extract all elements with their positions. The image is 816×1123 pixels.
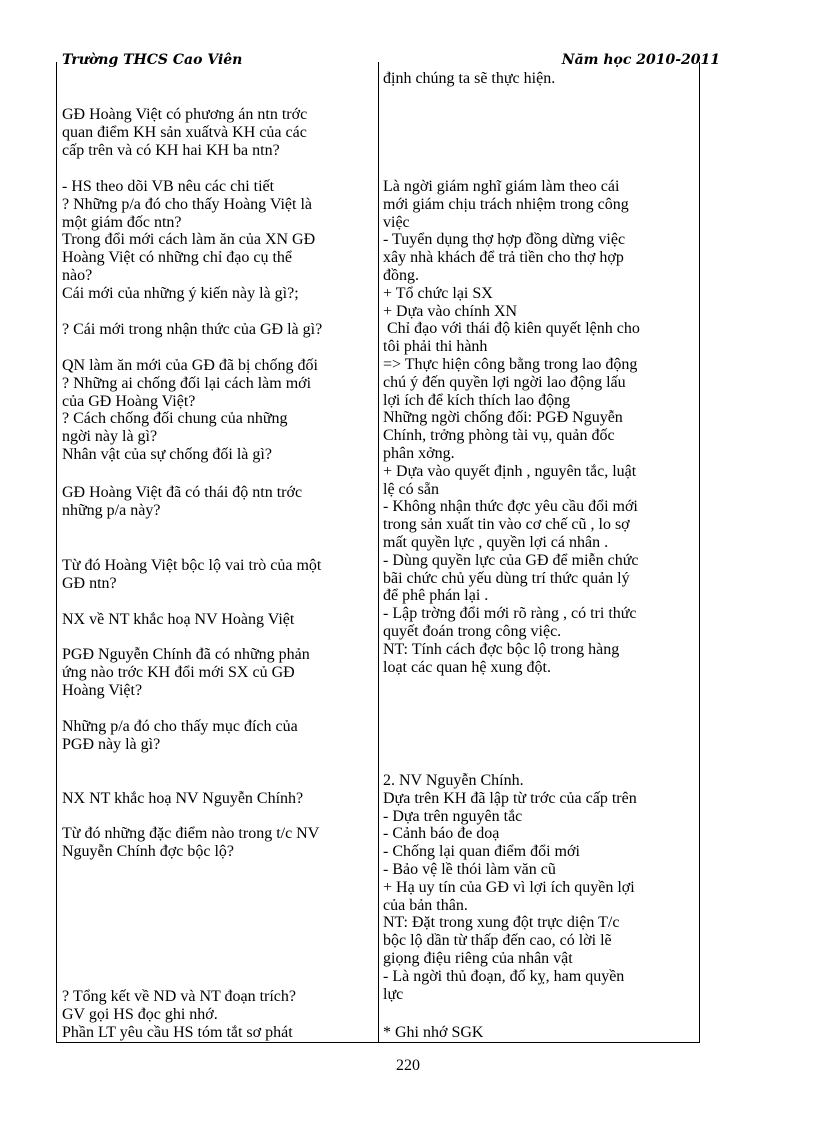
text-line: lợi ích để kích thích lao động bbox=[383, 391, 571, 409]
text-line: - Chống lại quan điểm đổi mới bbox=[383, 843, 580, 861]
right-block-memo bbox=[383, 1024, 483, 1042]
text-line: để phê phán lại . bbox=[383, 587, 489, 605]
text-line: - Tuyển dụng thợ hợp đồng dừng việc bbox=[383, 231, 626, 249]
text-line: + Tổ chức lại SX bbox=[383, 284, 493, 302]
text-line: lực bbox=[383, 985, 404, 1003]
text-line: của GĐ Hoàng Việt? bbox=[62, 392, 196, 410]
text-line: Từ đó những đặc điểm nào trong t/c NV bbox=[62, 825, 320, 842]
text-line: những p/a này? bbox=[62, 501, 161, 519]
text-line: bãi chức chủ yếu dùng trí thức quản lý bbox=[383, 569, 630, 587]
text-line: ? Tổng kết về ND và NT đoạn trích? bbox=[62, 988, 297, 1005]
left-block-role-question bbox=[62, 557, 321, 593]
text-line: quyết đoán trong công việc. bbox=[383, 622, 562, 640]
text-line: Là ngời giám nghĩ giám làm theo cái bbox=[383, 178, 620, 195]
left-block-traits-question bbox=[62, 825, 319, 861]
text-line: - Cảnh báo đe doạ bbox=[383, 825, 500, 843]
text-line: lệ có sẵn bbox=[383, 480, 439, 498]
text-line: chú ý đến quyền lợi ngời lao động lấu bbox=[383, 373, 626, 391]
text-line: + Hạ uy tín của GĐ vì lợi ích quyền lợi bbox=[383, 878, 635, 896]
left-block-attitude-question bbox=[62, 484, 302, 520]
text-line: phân xởng. bbox=[383, 444, 455, 462]
text-line: trong sản xuất tin vào cơ chế cũ , lo sợ bbox=[383, 516, 630, 534]
text-line: của bản thân. bbox=[383, 896, 468, 914]
text-line: - Không nhận thức đợc yêu cầu đổi mới bbox=[383, 498, 638, 516]
text-line: Dựa trên KH đã lập từ trớc của cấp trên bbox=[383, 789, 637, 807]
text-line: ? Những p/a đó cho thấy Hoàng Việt là bbox=[62, 195, 313, 213]
text-line: Những ngời chống đối: PGĐ Nguyễn bbox=[383, 409, 623, 427]
left-block-purpose-question bbox=[62, 718, 298, 754]
text-line: loạt các quan hệ xung đột. bbox=[383, 658, 551, 676]
left-block-hoang-viet-art bbox=[62, 611, 294, 629]
text-line: QN làm ăn mới của GĐ đã bị chống đối bbox=[62, 357, 318, 374]
right-block-hoang-viet-analysis bbox=[383, 178, 640, 676]
left-block-awareness-question bbox=[62, 321, 322, 339]
text-line: GV gọi HS đọc ghi nhớ. bbox=[62, 1005, 218, 1023]
text-line: ứng nào trớc KH đổi mới SX củ GĐ bbox=[62, 663, 295, 681]
text-line: Trong đổi mới cách làm ăn của XN GĐ bbox=[62, 231, 316, 249]
text-line: mới giám chịu trách nhiệm trong công bbox=[383, 195, 629, 213]
text-line: Cái mới của những ý kiến này là gì?; bbox=[62, 284, 299, 302]
text-line: ? Cách chống đối chung của những bbox=[62, 410, 288, 428]
text-line: - Lập trờng đổi mới rõ ràng , có tri thức bbox=[383, 605, 637, 623]
header-school-name: Trường THCS Cao Viên bbox=[62, 52, 243, 68]
text-line: xây nhà khách để trả tiền cho thợ hợp bbox=[383, 249, 624, 267]
text-line: + Dựa vào chính XN bbox=[383, 302, 518, 320]
text-line: NT: Đặt trong xung đột trực diện T/c bbox=[383, 914, 620, 932]
text-line: tôi phải thi hành bbox=[383, 338, 488, 356]
page-number: 220 bbox=[396, 1057, 420, 1074]
left-block-nguyen-chinh-art bbox=[62, 790, 303, 808]
text-line: + Dựa vào quyết định , nguyên tắc, luật bbox=[383, 462, 637, 480]
right-block-nguyen-chinh-analysis bbox=[383, 772, 637, 1003]
right-block-continuation bbox=[383, 70, 555, 88]
text-line: GĐ Hoàng Việt đã có thái độ ntn trớc bbox=[62, 484, 303, 501]
text-line: ? Những ai chống đối lại cách làm mới bbox=[62, 374, 312, 392]
text-line: GĐ Hoàng Việt có phương án ntn trớc bbox=[62, 106, 308, 123]
text-line: định chúng ta sẽ thực hiện. bbox=[383, 70, 556, 87]
text-line: Từ đó Hoàng Việt bộc lộ vai trò của một bbox=[62, 557, 322, 574]
left-block-plan-question bbox=[62, 106, 307, 159]
text-line: * Ghi nhớ SGK bbox=[383, 1024, 484, 1041]
text-line: - Dùng quyền lực của GĐ để miễn chức bbox=[383, 551, 639, 569]
text-line: Hoàng Việt? bbox=[62, 681, 143, 699]
left-block-reaction-question bbox=[62, 646, 310, 699]
text-line: nào? bbox=[62, 266, 93, 284]
left-block-opposition-questions bbox=[62, 357, 318, 464]
text-line: cấp trên và có KH hai KH ba ntn? bbox=[62, 141, 280, 159]
text-line: - HS theo dõi VB nêu các chi tiết bbox=[62, 178, 275, 195]
left-block-summary bbox=[62, 988, 296, 1041]
text-line: GĐ ntn? bbox=[62, 574, 117, 592]
text-line: ngời này là gì? bbox=[62, 428, 158, 446]
text-line: => Thực hiện công bằng trong lao động bbox=[383, 355, 638, 373]
text-line: việc bbox=[383, 213, 410, 231]
text-line: giọng điệu riêng của nhân vật bbox=[383, 949, 573, 967]
text-line: - Là ngời thủ đoạn, đố kỵ, ham quyền bbox=[383, 967, 625, 985]
text-line: Nguyễn Chính đợc bộc lộ? bbox=[62, 842, 234, 860]
text-line: PGĐ này là gì? bbox=[62, 735, 161, 753]
text-line: Phần LT yêu cầu HS tóm tắt sơ phát bbox=[62, 1023, 293, 1041]
text-line: quan điểm KH sản xuấtvà KH của các bbox=[62, 123, 307, 141]
text-line: Những p/a đó cho thấy mục đích của bbox=[62, 718, 298, 735]
header-school-year: Năm học 2010-2011 bbox=[561, 52, 720, 68]
text-line: Nhân vật của sự chống đối là gì? bbox=[62, 445, 272, 463]
text-line: - Bảo vệ lề thói làm văn cũ bbox=[383, 860, 556, 878]
text-line: NT: Tính cách đợc bộc lộ trong hàng bbox=[383, 640, 620, 658]
text-line: Chính, trởng phòng tài vụ, quản đốc bbox=[383, 427, 615, 445]
text-line: Chỉ đạo với thái độ kiên quyết lệnh cho bbox=[383, 320, 640, 338]
text-line: một giám đốc ntn? bbox=[62, 213, 182, 231]
text-line: PGĐ Nguyễn Chính đã có những phản bbox=[62, 646, 310, 663]
column-divider bbox=[378, 62, 379, 1042]
text-line: mất quyền lực , quyền lợi cá nhân . bbox=[383, 533, 609, 551]
text-line: Hoàng Việt có những chỉ đạo cụ thể bbox=[62, 249, 293, 267]
text-line: 2. NV Nguyễn Chính. bbox=[383, 772, 524, 789]
text-line: - Dựa trên nguyên tắc bbox=[383, 807, 523, 825]
text-line: NX về NT khắc hoạ NV Hoàng Việt bbox=[62, 611, 295, 628]
text-line: đồng. bbox=[383, 266, 419, 284]
text-line: ? Cái mới trong nhận thức của GĐ là gì? bbox=[62, 321, 323, 338]
text-line: NX NT khắc hoạ NV Nguyễn Chính? bbox=[62, 790, 304, 807]
left-block-details-questions bbox=[62, 178, 315, 303]
text-line: bộc lộ dần từ thấp đến cao, có lời lẽ bbox=[383, 932, 612, 950]
